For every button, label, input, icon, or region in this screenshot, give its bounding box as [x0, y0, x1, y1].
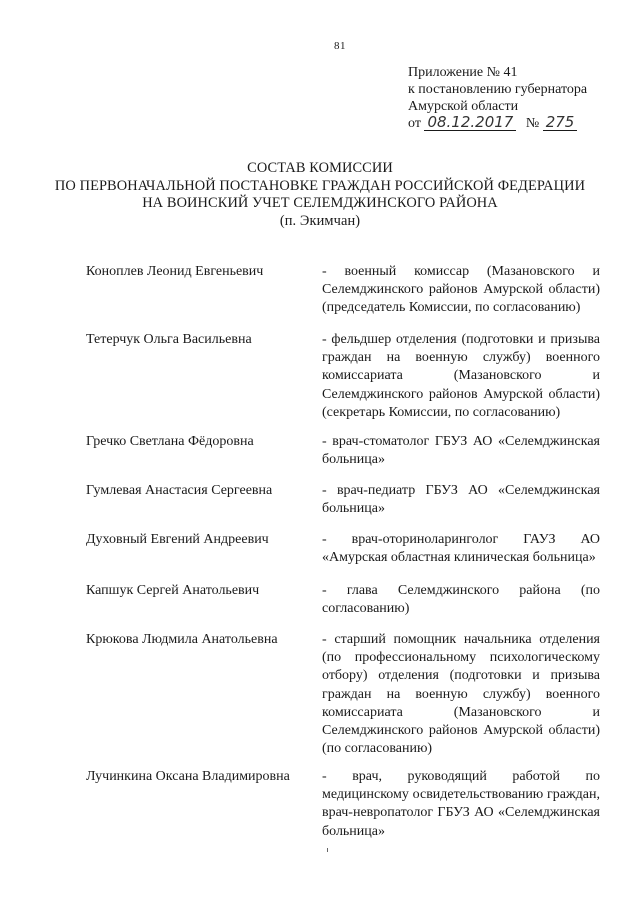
member-name: Духовный Евгений Андреевич — [86, 532, 269, 547]
member-role: - врач, руководящий работой по медицинскому освидетельствованию граждан, врач-невропатолог ГБУЗ АО «Селемджинская больница» — [322, 769, 600, 839]
appendix-block — [408, 64, 587, 132]
page-number: 81 — [334, 40, 346, 52]
member-role: - военный комиссар (Мазановского и Селемджинского районов Амурской области) (председатель Комиссии, по согласованию) — [322, 264, 600, 316]
scan-speck — [327, 848, 328, 852]
member-role: - врач-педиатр ГБУЗ АО «Селемджинская больница» — [322, 483, 600, 517]
member-name: Капшук Сергей Анатольевич — [86, 583, 260, 598]
member-role: - фельдшер отделения (подготовки и призыва граждан на военную службу) военного комиссариата (Мазановского и Селемджинского районов Амурской области) (секретарь Комиссии, по согласованию) — [322, 332, 600, 420]
document-title — [0, 160, 640, 230]
member-name: Коноплев Леонид Евгеньевич — [86, 264, 264, 279]
member-name: Лучинкина Оксана Владимировна — [86, 769, 290, 784]
appendix-date-line — [408, 115, 587, 132]
decree-date: 08.12.2017 — [424, 115, 516, 131]
title-line-1: СОСТАВ КОМИССИИ — [247, 160, 393, 176]
title-line-3: НА ВОИНСКИЙ УЧЕТ СЕЛЕМДЖИНСКОГО РАЙОНА — [142, 195, 498, 211]
member-role: - глава Селемджинского района (по согласованию) — [322, 583, 600, 617]
member-role: - врач-оториноларинголог ГАУЗ АО «Амурская областная клиническая больница» — [322, 532, 600, 566]
member-name: Гумлевая Анастасия Сергеевна — [86, 483, 273, 498]
title-line-2: ПО ПЕРВОНАЧАЛЬНОЙ ПОСТАНОВКЕ ГРАЖДАН РОССИЙСКОЙ ФЕДЕРАЦИИ — [54, 177, 586, 194]
title-line-4: (п. Экимчан) — [279, 212, 361, 229]
member-name: Гречко Светлана Фёдоровна — [86, 434, 254, 449]
member-name: Крюкова Людмила Анатольевна — [86, 632, 278, 647]
appendix-region: Амурской области — [408, 99, 519, 114]
from-label: от — [408, 116, 421, 131]
member-role: - врач-стоматолог ГБУЗ АО «Селемджинская больница» — [322, 434, 600, 468]
member-name: Тетерчук Ольга Васильевна — [86, 332, 252, 347]
member-role: - старший помощник начальника отделения (по профессиональному психологическому отбору) отделения (подготовки и призыва граждан на военную службу) военного комиссариата (Мазановского и Селемджинского районов Амурской области) (по согласованию) — [322, 632, 600, 757]
appendix-title: Приложение № 41 — [408, 65, 518, 80]
number-label: № — [525, 116, 540, 131]
decree-number: 275 — [543, 115, 578, 131]
appendix-decree-ref: к постановлению губернатора — [408, 82, 588, 97]
